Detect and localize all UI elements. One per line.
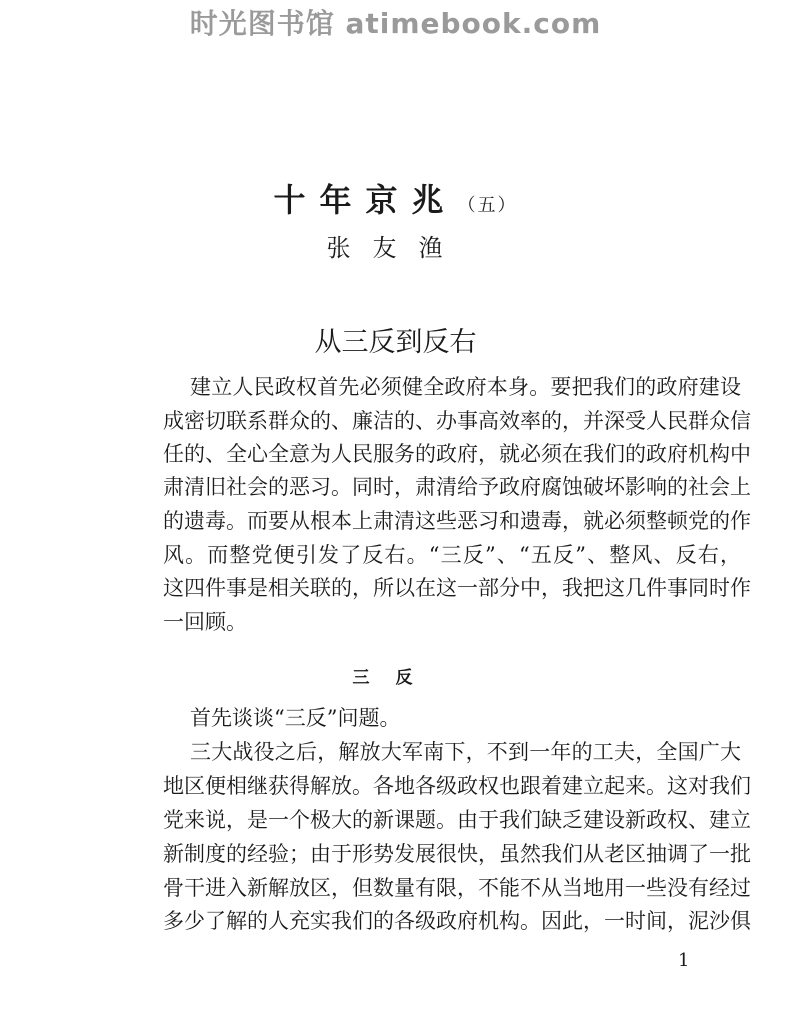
text-line: 三大战役之后，解放大军南下，不到一年的工夫，全国广大 (190, 740, 741, 764)
section-heading: 从三反到反右 (314, 327, 477, 358)
text-line: 肃清旧社会的恶习。同时，肃清给予政府腐蚀破坏影响的社会上 (163, 475, 751, 499)
text-line: 这四件事是相关联的，所以在这一部分中，我把这几件事同时作 (163, 576, 751, 600)
text-line: 党来说，是一个极大的新课题。由于我们缺乏建设新政权、建立 (163, 808, 751, 832)
text-line: 成密切联系群众的、廉洁的、办事高效率的，并深受人民群众信 (163, 409, 751, 433)
watermark: 时光图书馆 atimebook.com (189, 7, 602, 40)
title-suffix: （五） (457, 195, 518, 216)
text-line: 任的、全心全意为人民服务的政府，就必须在我们的政府机构中 (163, 442, 751, 466)
author: 张友渔 (326, 234, 465, 262)
text-line: 新制度的经验；由于形势发展很快，虽然我们从老区抽调了一批 (163, 842, 751, 866)
text-line: 多少了解的人充实我们的各级政府机构。因此，一时间，泥沙俱 (163, 909, 751, 933)
text-line: 地区便相继获得解放。各地各级政权也跟着建立起来。这对我们 (163, 774, 751, 798)
text-line: 首先谈谈“三反”问题。 (190, 706, 401, 730)
text-line: 一回顾。 (163, 610, 247, 634)
page-number: 1 (678, 950, 690, 971)
article-title: 十年京兆（五） (273, 181, 518, 219)
text-line: 建立人民政权首先必须健全政府本身。要把我们的政府建设 (190, 375, 741, 399)
subsection-heading: 三反 (352, 668, 439, 688)
text-line: 骨干进入新解放区，但数量有限，不能不从当地用一些没有经过 (163, 876, 751, 900)
text-line: 的遗毒。而要从根本上肃清这些恶习和遗毒，就必须整顿党的作 (163, 509, 751, 533)
text-line: 风。而整党便引发了反右。“三反”、“五反”、整风、反右， (163, 543, 741, 567)
